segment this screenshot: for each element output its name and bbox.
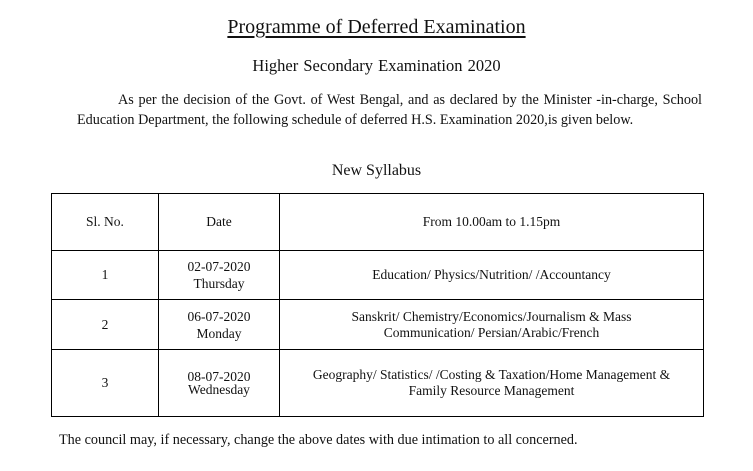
row-subjects	[280, 251, 704, 300]
row-day: Monday	[196, 325, 242, 341]
document-title-text: Programme of Deferred Examination	[227, 16, 526, 38]
row-date-cell	[159, 349, 280, 416]
table-row	[52, 349, 704, 416]
intro-text: As per the decision of the Govt. of West Bengal, and as declared by the Minister -in-charge, School Education Department, the following schedule of deferred H.S. Examination 2020,is given below.	[77, 92, 702, 128]
row-day: Thursday	[193, 276, 245, 292]
row-date: 08-07-2020	[187, 368, 251, 384]
header-date: Date	[159, 194, 280, 251]
intro-paragraph	[77, 90, 702, 130]
subjects-line: Education/ Physics/Nutrition/ /Accountancy	[372, 267, 611, 283]
table-row	[52, 300, 704, 349]
row-day: Wednesday	[188, 381, 250, 397]
subjects-line: Family Resource Management	[408, 382, 575, 398]
document-title	[0, 16, 753, 39]
row-subjects	[280, 349, 704, 416]
row-subjects	[280, 300, 704, 349]
row-sl-no: 1	[52, 251, 159, 300]
exam-subtitle: Higher Secondary Examination 2020	[252, 56, 501, 75]
schedule-table	[51, 193, 704, 417]
subjects-line: Sanskrit/ Chemistry/Economics/Journalism & Mass	[351, 308, 632, 324]
footer-note: The council may, if necessary, change the above dates with due intimation to all concerned.	[59, 432, 578, 448]
row-sl-no: 3	[52, 349, 159, 416]
row-date: 06-07-2020	[187, 308, 251, 324]
row-date: 02-07-2020	[187, 259, 251, 275]
subjects-line: Geography/ Statistics/ /Costing & Taxation/Home Management &	[312, 366, 671, 382]
syllabus-heading: New Syllabus	[331, 162, 422, 179]
row-date-cell	[159, 300, 280, 349]
header-sl-no: Sl. No.	[52, 194, 159, 251]
header-time: From 10.00am to 1.15pm	[280, 194, 704, 251]
table-row	[52, 251, 704, 300]
subjects-line: Communication/ Persian/Arabic/French	[383, 324, 600, 340]
table-header-row	[52, 194, 704, 251]
row-sl-no: 2	[52, 300, 159, 349]
row-date-cell	[159, 251, 280, 300]
